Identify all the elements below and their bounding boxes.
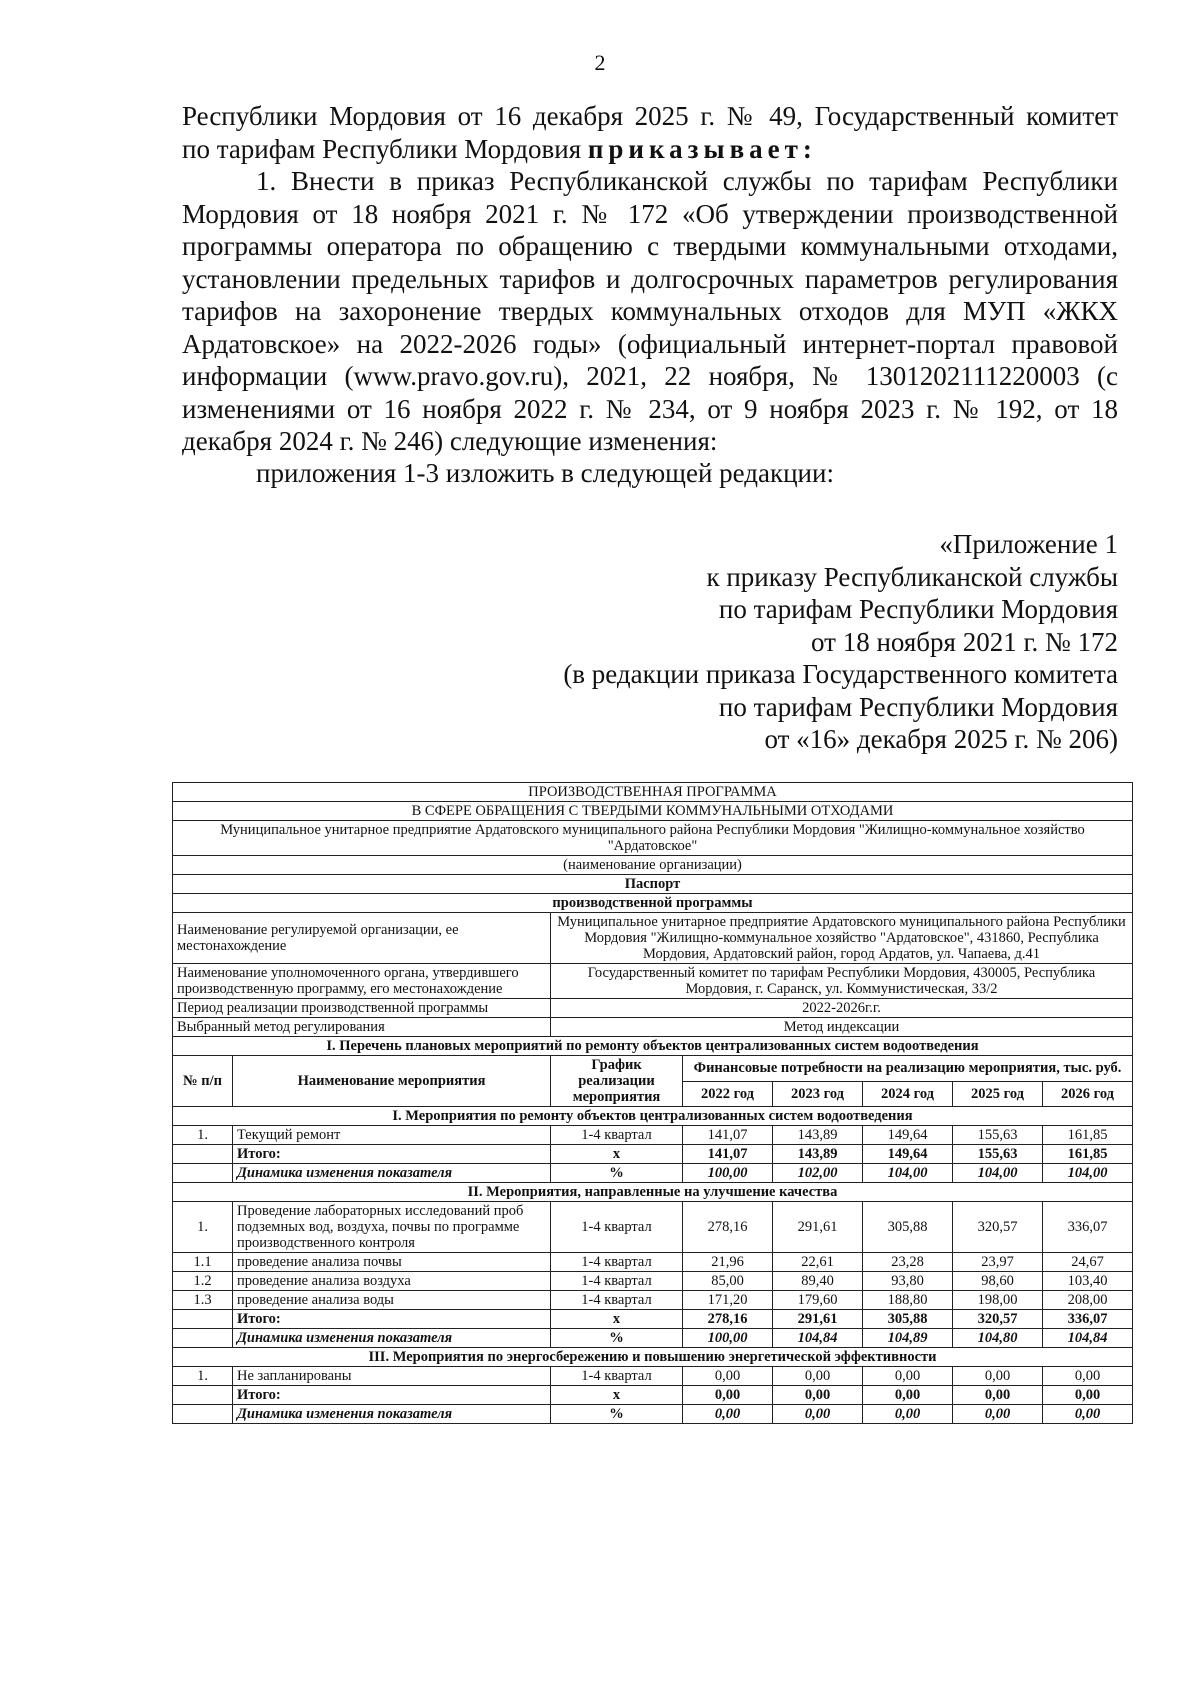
col-header-year: 2024 год — [863, 1081, 953, 1107]
section-title: I. Мероприятия по ремонту объектов централизованных систем водоотведения — [173, 1107, 1133, 1126]
row-value: 103,40 — [1043, 1272, 1133, 1291]
appendix-header-line: по тарифам Республики Мордовия — [718, 594, 1118, 624]
row-value: 141,07 — [683, 1126, 773, 1145]
appendix-header-line: от 18 ноября 2021 г. № 172 — [811, 626, 1118, 657]
total-row — [173, 1386, 1133, 1405]
row-value: 171,20 — [683, 1291, 773, 1310]
dynamics-label: Динамика изменения показателя — [233, 1329, 551, 1348]
dynamics-label: Динамика изменения показателя — [233, 1405, 551, 1424]
row-num: 1. — [173, 1202, 233, 1253]
dynamics-value: 0,00 — [953, 1405, 1043, 1424]
row-schedule: % — [551, 1405, 683, 1424]
total-value: 305,88 — [863, 1310, 953, 1329]
row-value: 93,80 — [863, 1272, 953, 1291]
passport-value: 2022-2026г.г. — [551, 999, 1133, 1018]
row-value: 98,60 — [953, 1272, 1043, 1291]
row-name: Не запланированы — [233, 1367, 551, 1386]
dynamics-value: 0,00 — [773, 1405, 863, 1424]
intro-line-2 — [182, 133, 1118, 166]
row-schedule: % — [551, 1329, 683, 1348]
row-value: 0,00 — [773, 1367, 863, 1386]
intro-line-2-text: по тарифам Республики Мордовия — [182, 133, 588, 164]
dynamics-row — [173, 1405, 1133, 1424]
row-value: 22,61 — [773, 1253, 863, 1272]
row-value: 24,67 — [1043, 1253, 1133, 1272]
passport-value: Муниципальное унитарное предприятие Ардатовского муниципального района Республики Мордовия "Жилищно-коммунальное хозяйство "Ардатовское", 431860, Республика Мордовия, Ардатовский район, город Ардатов, ул. Чапаева, д.41 — [551, 913, 1133, 964]
col-header-year: 2025 год — [953, 1081, 1043, 1107]
total-value: 143,89 — [773, 1145, 863, 1164]
order-verb-colon: : — [802, 133, 812, 164]
dynamics-label: Динамика изменения показателя — [233, 1164, 551, 1183]
total-value: 0,00 — [773, 1386, 863, 1405]
passport-label: Выбранный метод регулирования — [173, 1018, 551, 1037]
row-schedule: 1-4 квартал — [551, 1202, 683, 1253]
row-value: 320,57 — [953, 1202, 1043, 1253]
passport-title: Паспорт — [173, 875, 1133, 894]
total-label: Итого: — [233, 1145, 551, 1164]
table-title: ПРОИЗВОДСТВЕННАЯ ПРОГРАММА — [173, 783, 1133, 802]
col-header-fin: Финансовые потребности на реализацию мероприятия, тыс. руб. — [683, 1056, 1133, 1082]
list-title-row — [173, 1037, 1133, 1056]
row-num: 1. — [173, 1126, 233, 1145]
row-value: 0,00 — [863, 1367, 953, 1386]
table-row — [173, 1253, 1133, 1272]
intro-paragraph — [182, 100, 1118, 458]
table-subtitle: В СФЕРЕ ОБРАЩЕНИЯ С ТВЕРДЫМИ КОММУНАЛЬНЫМИ ОТХОДАМИ — [173, 802, 1133, 821]
col-header-year: 2026 год — [1043, 1081, 1133, 1107]
table-row — [173, 1202, 1133, 1253]
passport-row — [173, 999, 1133, 1018]
row-value: 21,96 — [683, 1253, 773, 1272]
row-schedule: х — [551, 1145, 683, 1164]
col-header-year: 2022 год — [683, 1081, 773, 1107]
row-schedule: % — [551, 1164, 683, 1183]
row-schedule: 1-4 квартал — [551, 1126, 683, 1145]
order-verb: приказывает — [587, 133, 803, 164]
row-num: 1.3 — [173, 1291, 233, 1310]
total-value: 0,00 — [863, 1386, 953, 1405]
total-value: 0,00 — [953, 1386, 1043, 1405]
total-row — [173, 1145, 1133, 1164]
row-value: 89,40 — [773, 1272, 863, 1291]
dynamics-value: 104,80 — [953, 1329, 1043, 1348]
total-value: 155,63 — [953, 1145, 1043, 1164]
total-value: 149,64 — [863, 1145, 953, 1164]
passport-label: Период реализации производственной программы — [173, 999, 551, 1018]
appendix-header-line: «Приложение 1 — [939, 529, 1118, 559]
dynamics-row — [173, 1164, 1133, 1183]
row-value: 208,00 — [1043, 1291, 1133, 1310]
list-title: I. Перечень плановых мероприятий по ремонту объектов централизованных систем водоотведения — [173, 1037, 1133, 1056]
row-value: 0,00 — [1043, 1367, 1133, 1386]
total-value: 278,16 — [683, 1310, 773, 1329]
empty-cell — [173, 1386, 233, 1405]
appendix-header-line: к приказу Республиканской службы — [706, 561, 1118, 592]
dynamics-value: 104,00 — [863, 1164, 953, 1183]
empty-cell — [173, 1329, 233, 1348]
table-row — [173, 1126, 1133, 1145]
row-schedule: 1-4 квартал — [551, 1253, 683, 1272]
row-value: 179,60 — [773, 1291, 863, 1310]
passport-title-row — [173, 875, 1133, 894]
dynamics-value: 0,00 — [1043, 1405, 1133, 1424]
dynamics-value: 0,00 — [863, 1405, 953, 1424]
row-num: 1.1 — [173, 1253, 233, 1272]
total-label: Итого: — [233, 1386, 551, 1405]
total-value: 161,85 — [1043, 1145, 1133, 1164]
dynamics-value: 0,00 — [683, 1405, 773, 1424]
table-title-row — [173, 783, 1133, 802]
production-program-table — [172, 782, 1133, 1424]
row-name: проведение анализа почвы — [233, 1253, 551, 1272]
row-schedule: х — [551, 1386, 683, 1405]
section-title-row — [173, 1183, 1133, 1202]
row-name: Проведение лабораторных исследований проб подземных вод, воздуха, почвы по программе производственного контроля — [233, 1202, 551, 1253]
row-value: 305,88 — [863, 1202, 953, 1253]
dynamics-value: 104,00 — [953, 1164, 1043, 1183]
row-value: 85,00 — [683, 1272, 773, 1291]
table-row — [173, 1367, 1133, 1386]
total-value: 141,07 — [683, 1145, 773, 1164]
row-value: 23,28 — [863, 1253, 953, 1272]
section-title: III. Мероприятия по энергосбережению и повышению энергетической эффективности — [173, 1348, 1133, 1367]
org-name: Муниципальное унитарное предприятие Ардатовского муниципального района Республики Мордовия "Жилищно-коммунальное хозяйство "Ардатовское" — [173, 821, 1133, 856]
dynamics-value: 104,89 — [863, 1329, 953, 1348]
passport-row — [173, 1018, 1133, 1037]
appendix-header — [563, 528, 1118, 756]
row-schedule: х — [551, 1310, 683, 1329]
row-value: 336,07 — [1043, 1202, 1133, 1253]
total-label: Итого: — [233, 1310, 551, 1329]
row-value: 161,85 — [1043, 1126, 1133, 1145]
row-value: 198,00 — [953, 1291, 1043, 1310]
appendix-header-line: по тарифам Республики Мордовия — [718, 691, 1118, 722]
row-schedule: 1-4 квартал — [551, 1291, 683, 1310]
intro-line-1: Республики Мордовия от 16 декабря 2025 г. № 49, Государственный комитет — [182, 101, 1118, 131]
appendix-header-line: (в редакции приказа Государственного комитета — [563, 659, 1118, 689]
item-1-paragraph: 1. Внести в приказ Республиканской службы по тарифам Республики Мордовия от 18 ноября 2021 г. № 172 «Об утверждении производственной программы оператора по обращению с твердыми коммунальными отходами, установлении предельных тарифов и долгосрочных параметров регулирования тарифов на захоронение твердых коммунальных отходов для МУП «ЖКХ Ардатовское» на 2022-2026 годы» (официальный интернет-портал правовой информации (www.pravo.gov.ru), 2021, 22 ноября, № 1301202111220003 (с изменениями от 16 ноября 2022 г. № 234, от 9 ноября 2023 г. № 192, от 18 декабря 2024 г. № 246) следующие изменения: — [182, 166, 1118, 456]
row-name: Текущий ремонт — [233, 1126, 551, 1145]
table-subtitle-row — [173, 802, 1133, 821]
empty-cell — [173, 1145, 233, 1164]
col-header-num: № п/п — [173, 1056, 233, 1107]
row-schedule: 1-4 квартал — [551, 1367, 683, 1386]
dynamics-value: 100,00 — [683, 1164, 773, 1183]
empty-cell — [173, 1405, 233, 1424]
dynamics-value: 104,84 — [773, 1329, 863, 1348]
passport-subtitle-row — [173, 894, 1133, 913]
row-value: 23,97 — [953, 1253, 1043, 1272]
empty-cell — [173, 1164, 233, 1183]
passport-value: Государственный комитет по тарифам Республики Мордовия, 430005, Республика Мордовия, г. Саранск, ул. Коммунистическая, 33/2 — [551, 964, 1133, 999]
table-row — [173, 1272, 1133, 1291]
org-caption: (наименование организации) — [173, 856, 1133, 875]
total-value: 0,00 — [1043, 1386, 1133, 1405]
row-value: 291,61 — [773, 1202, 863, 1253]
row-num: 1.2 — [173, 1272, 233, 1291]
row-value: 0,00 — [683, 1367, 773, 1386]
row-schedule: 1-4 квартал — [551, 1272, 683, 1291]
total-value: 291,61 — [773, 1310, 863, 1329]
row-value: 0,00 — [953, 1367, 1043, 1386]
passport-label: Наименование уполномоченного органа, утвердившего производственную программу, его местонахождение — [173, 964, 551, 999]
passport-value: Метод индексации — [551, 1018, 1133, 1037]
section-title-row — [173, 1348, 1133, 1367]
passport-label: Наименование регулируемой организации, ее местонахождение — [173, 913, 551, 964]
section-title: II. Мероприятия, направленные на улучшение качества — [173, 1183, 1133, 1202]
total-value: 0,00 — [683, 1386, 773, 1405]
dynamics-value: 104,84 — [1043, 1329, 1133, 1348]
section-title-row — [173, 1107, 1133, 1126]
dynamics-value: 102,00 — [773, 1164, 863, 1183]
row-num: 1. — [173, 1367, 233, 1386]
row-value: 155,63 — [953, 1126, 1043, 1145]
passport-subtitle: производственной программы — [173, 894, 1133, 913]
table-row — [173, 1291, 1133, 1310]
dynamics-value: 104,00 — [1043, 1164, 1133, 1183]
total-value: 336,07 — [1043, 1310, 1133, 1329]
col-header-year: 2023 год — [773, 1081, 863, 1107]
appendix-intro-block — [182, 457, 1118, 490]
appendix-intro: приложения 1-3 изложить в следующей редакции: — [256, 458, 834, 488]
col-header-name: Наименование мероприятия — [233, 1056, 551, 1107]
empty-cell — [173, 1310, 233, 1329]
dynamics-value: 100,00 — [683, 1329, 773, 1348]
row-value: 278,16 — [683, 1202, 773, 1253]
passport-row — [173, 913, 1133, 964]
total-value: 320,57 — [953, 1310, 1043, 1329]
row-name: проведение анализа воздуха — [233, 1272, 551, 1291]
dynamics-row — [173, 1329, 1133, 1348]
page-number: 2 — [594, 50, 606, 75]
col-header-schedule: График реализации мероприятия — [551, 1056, 683, 1107]
org-caption-row — [173, 856, 1133, 875]
column-header-row — [173, 1056, 1133, 1082]
org-name-row — [173, 821, 1133, 856]
appendix-header-line: от «16» декабря 2025 г. № 206) — [764, 724, 1118, 754]
row-value: 143,89 — [773, 1126, 863, 1145]
row-value: 149,64 — [863, 1126, 953, 1145]
passport-row — [173, 964, 1133, 999]
row-value: 188,80 — [863, 1291, 953, 1310]
total-row — [173, 1310, 1133, 1329]
row-name: проведение анализа воды — [233, 1291, 551, 1310]
